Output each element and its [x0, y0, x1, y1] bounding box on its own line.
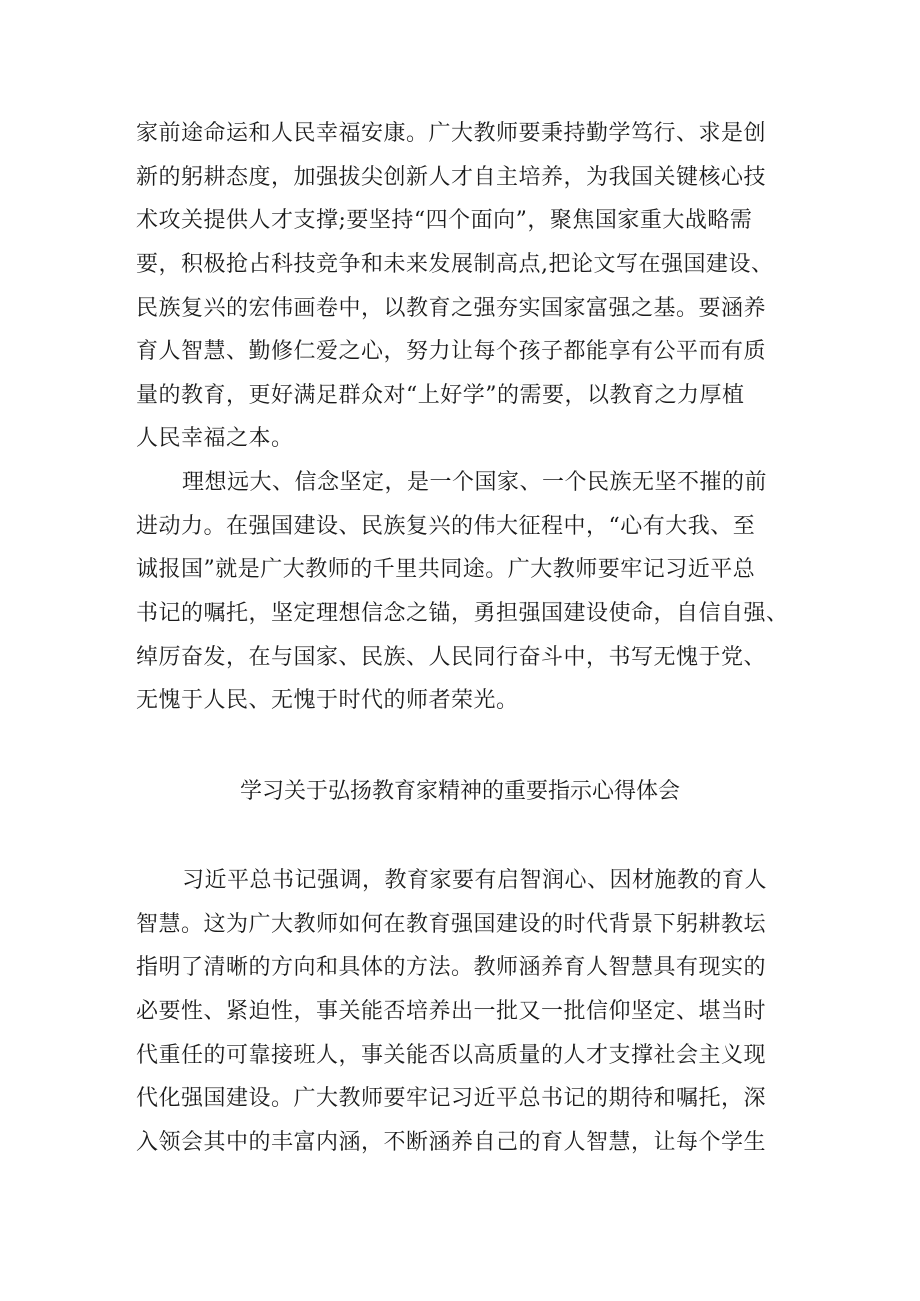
text-line: 书记的嘱托，坚定理想信念之锚，勇担强国建设使命，自信自强、: [136, 601, 789, 626]
text-line: 诚报国”就是广大教师的千里共同途。广大教师要牢记习近平总: [136, 557, 756, 582]
text-line: 新的躬耕态度，加强拔尖创新人才自主培养，为我国关键核心技: [136, 165, 767, 190]
text-line: 家前途命运和人民幸福安康。广大教师要秉持勤学笃行、求是创: [136, 121, 767, 146]
text-line: 无愧于人民、无愧于时代的师者荣光。: [136, 688, 519, 713]
text-line: 入领会其中的丰富内涵，不断涵养自己的育人智慧，让每个学生: [136, 1130, 767, 1155]
text-line: 必要性、紧迫性，事关能否培养出一批又一批信仰坚定、堪当时: [136, 999, 767, 1024]
text-line: 习近平总书记强调，教育家要有启智润心、因材施教的育人: [182, 868, 768, 893]
text-line: 理想远大、信念坚定，是一个国家、一个民族无坚不摧的前: [182, 470, 768, 495]
text-line: 术攻关提供人才支撑;要坚持“四个面向”，聚焦国家重大战略需: [136, 208, 753, 233]
text-line: 要，积极抢占科技竞争和未来发展制高点,把论文写在强国建设、: [136, 252, 774, 277]
text-line: 绰厉奋发，在与国家、民族、人民同行奋斗中，书写无愧于党、: [136, 645, 767, 670]
text-line: 人民幸福之本。: [136, 426, 294, 451]
text-line: 代重任的可靠接班人，事关能否以高质量的人才支撑社会主义现: [136, 1043, 767, 1068]
text-line: 指明了清晰的方向和具体的方法。教师涵养育人智慧具有现实的: [136, 955, 767, 980]
article-title: 学习关于弘扬教育家精神的重要指示心得体会: [239, 779, 680, 804]
text-line: 进动力。在强国建设、民族复兴的伟大征程中，“心有大我、至: [136, 514, 756, 539]
text-line: 民族复兴的宏伟画卷中，以教育之强夯实国家富强之基。要涵养: [136, 296, 767, 321]
text-line: 代化强国建设。广大教师要牢记习近平总书记的期待和嘱托，深: [136, 1086, 767, 1111]
text-line: 量的教育，更好满足群众对“上好学”的需要，以教育之力厚植: [136, 383, 745, 408]
text-line: 育人智慧、勤修仁爱之心，努力让每个孩子都能享有公平而有质: [136, 339, 767, 364]
text-line: 智慧。这为广大教师如何在教育强国建设的时代背景下躬耕教坛: [136, 912, 767, 937]
